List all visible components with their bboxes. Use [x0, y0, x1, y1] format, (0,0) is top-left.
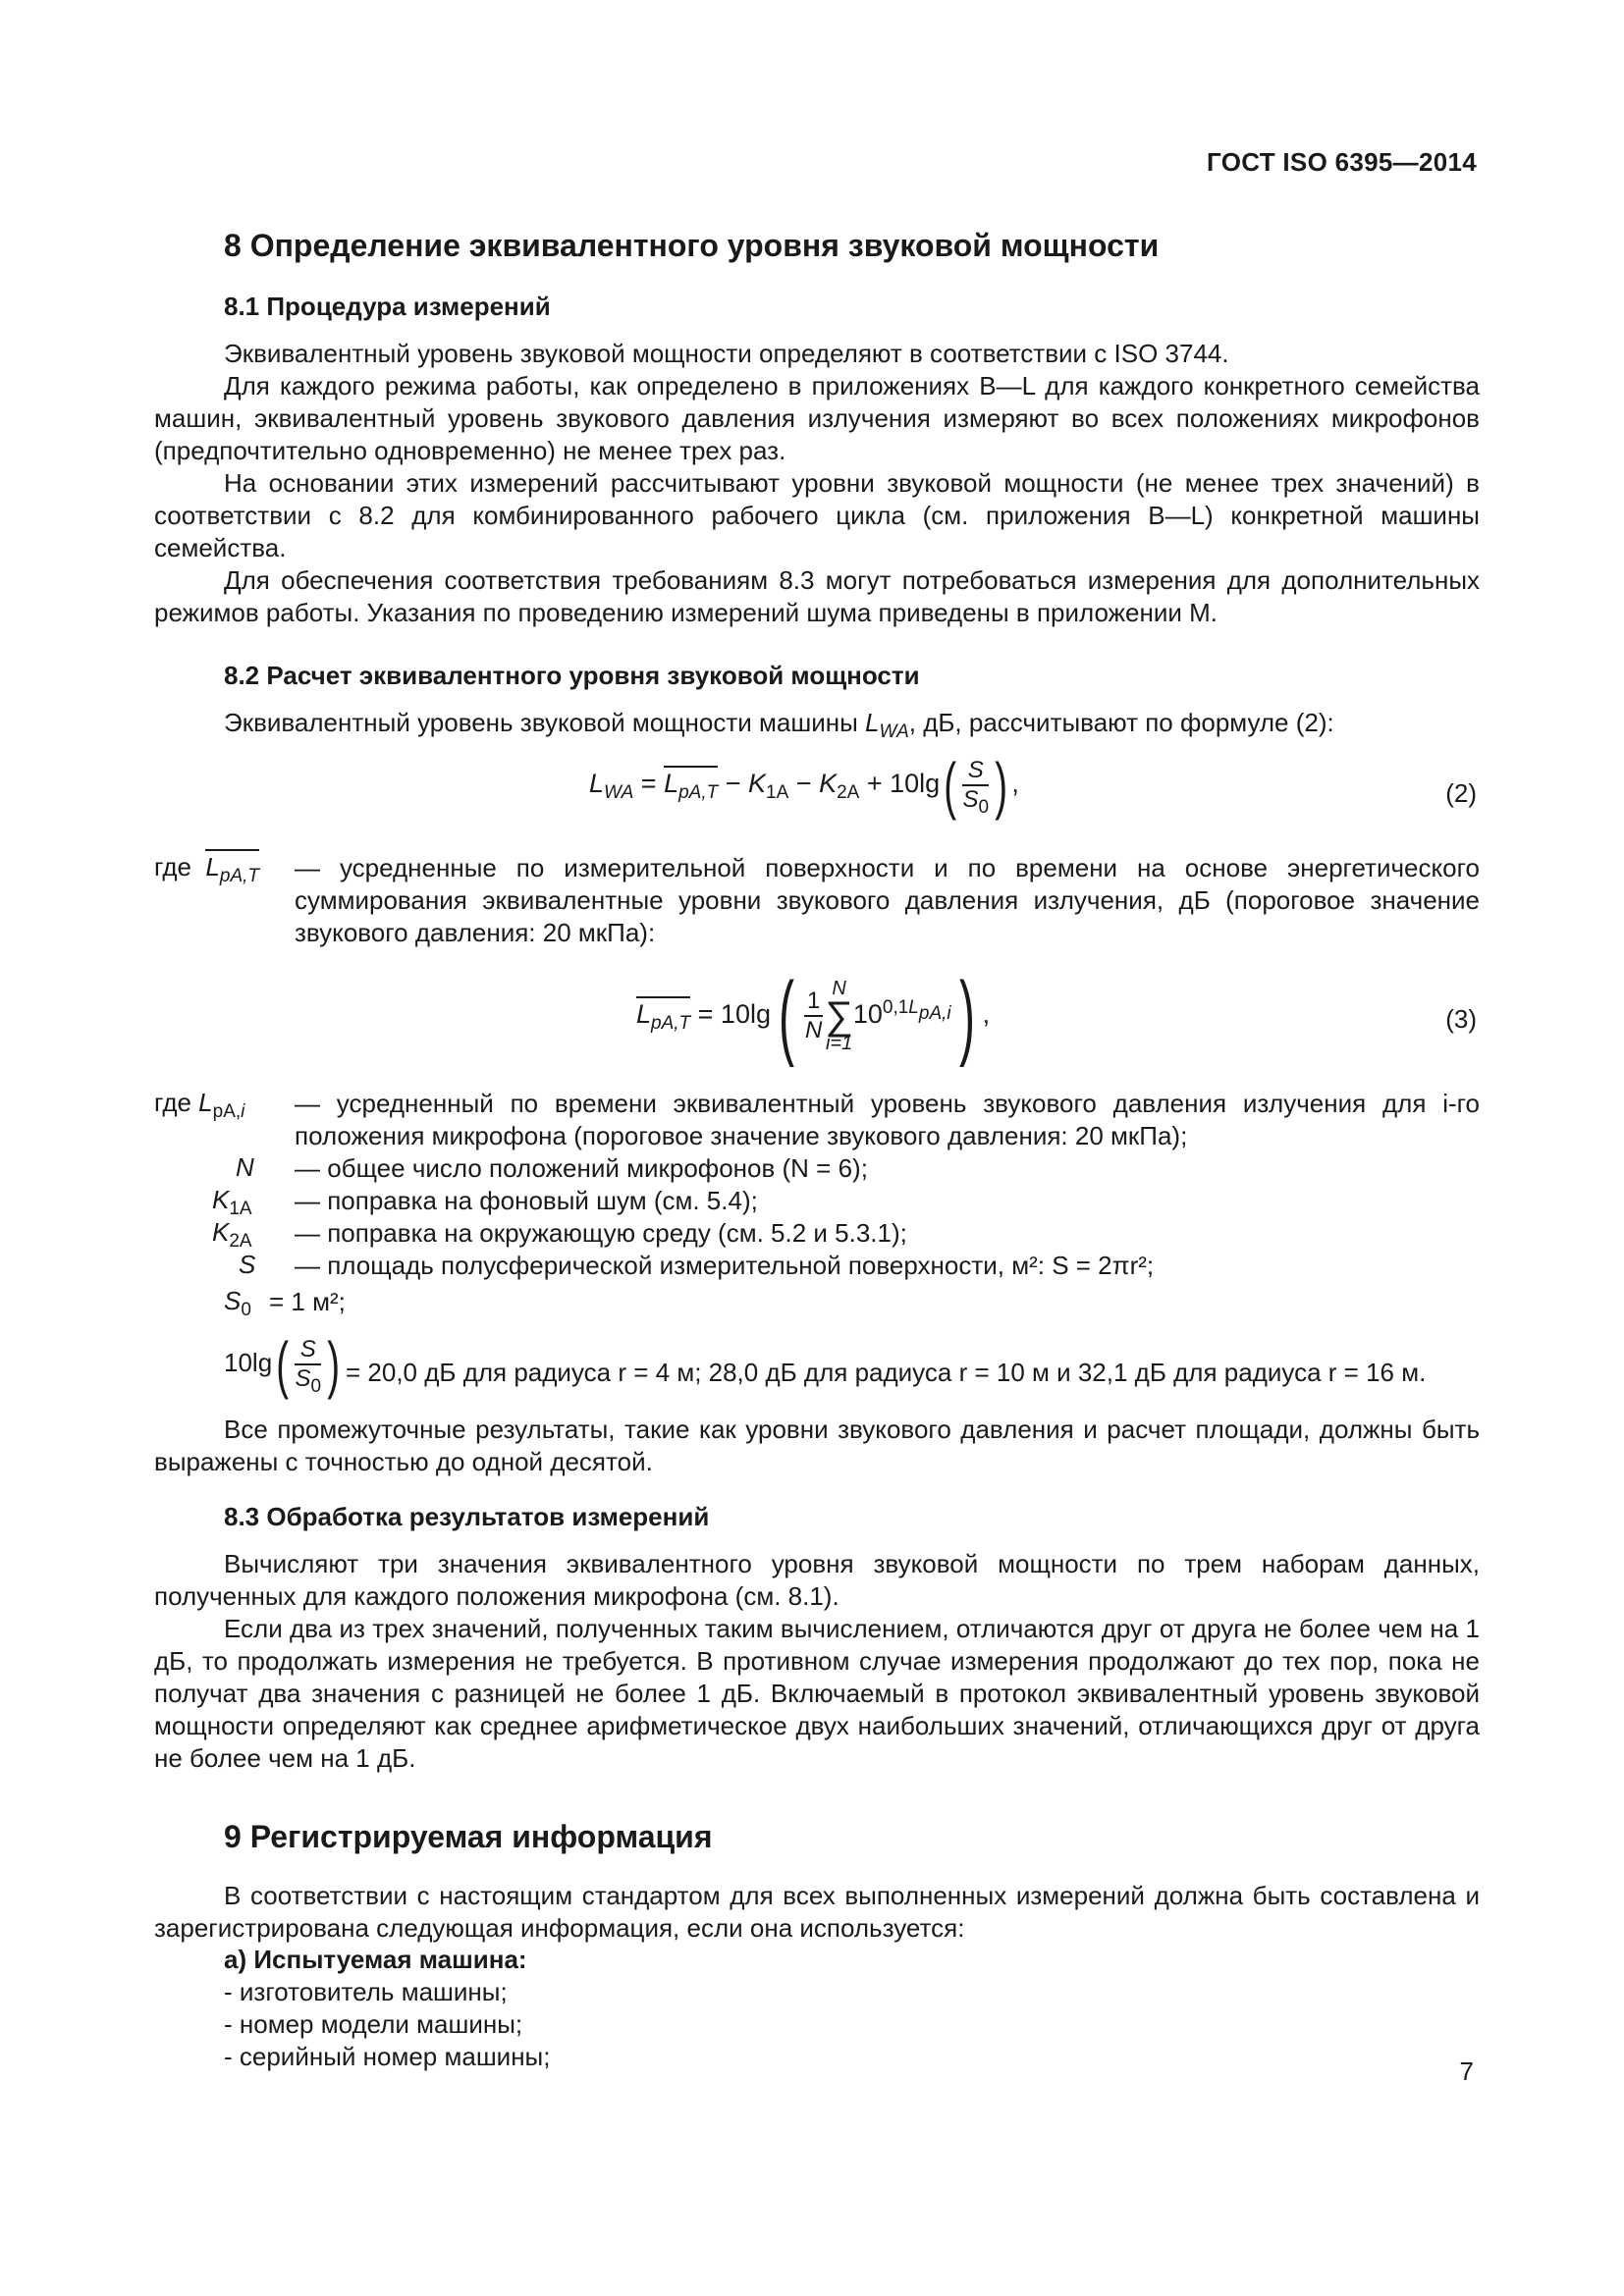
section-8-3-title: 8.3 Обработка результатов измерений — [224, 1502, 710, 1531]
paragraph: Для каждого режима работы, как определено в приложениях В—L для каждого конкретного семейства машин, эквивалентный уровень звукового давления излучения измеряют во всех положениях микрофонов (предпочтительно одновременно) не менее трех раз. — [154, 371, 1480, 465]
formula-2: $L_{WA} = L_{pA,T} - K_{1A} - K_{2A} + 10\lg$( $\frac{S}{S_0}$ ) , — [589, 750, 1019, 821]
paragraph: Эквивалентный уровень звуковой мощности определяют в соответствии с ISO 3744. — [224, 339, 1229, 368]
definition-N: — общее число положений микрофонов (N = 6); — [295, 1153, 868, 1183]
symbol-N: N — [236, 1152, 254, 1182]
section-9-body — [154, 1880, 1480, 1945]
section-8-2-intro: Эквивалентный уровень звуковой мощности машины $L_{WA}$, дБ, рассчитывают по формуле (2): — [224, 708, 1334, 742]
list-item: - серийный номер машины; — [224, 2042, 551, 2071]
section-8-title: 8 Определение эквивалентного уровня звуковой мощности — [224, 228, 1160, 263]
section-8-2-title: 8.2 Расчет эквивалентного уровня звуковой мощности — [224, 661, 920, 690]
symbol-K2A: $K_{2A}$ — [212, 1217, 252, 1252]
definition-K2A: — поправка на окружающую среду (см. 5.2 и 5.3.1); — [295, 1218, 907, 1248]
section-9-title: 9 Регистрируемая информация — [224, 1819, 713, 1854]
definition-S: — площадь полусферической измерительной поверхности, м²: S = 2πr²; — [295, 1251, 1155, 1280]
equation-number-2: (2) — [1445, 778, 1477, 808]
page-number: 7 — [1459, 2056, 1474, 2086]
paragraph: Вычисляют три значения эквивалентного уровня звуковой мощности по трем наборам данных, полученных для каждого положения микрофона (см. 8.1). — [154, 1549, 1480, 1611]
paragraph: Если два из трех значений, полученных таким вычислением, отличаются друг от друга не более чем на 1 дБ, то продолжать измерения не требуется. В противном случае измерения продолжают до тех пор, пока не получат два значения с разницей не более 1 дБ. Включаемый в протокол эквивалентный уровень звуковой мощности определяют как среднее арифметическое двух наибольших значений, отличающихся друг от друга не более чем на 1 дБ. — [154, 1614, 1480, 1773]
definition-S0: = 1 м²; — [269, 1287, 346, 1316]
where-label: где $L_{pA,T}$ — [154, 852, 259, 882]
list-item: - номер модели машины; — [224, 2009, 523, 2039]
list-item: - изготовитель машины; — [224, 1977, 508, 2006]
paragraph: На основании этих измерений рассчитывают уровни звуковой мощности (не менее трех значений) в соответствии с 8.2 для комбинированного рабочего цикла (см. приложения В—L) конкретной машины семейства. — [154, 468, 1480, 562]
definition-K1A: — поправка на фоновый шум (см. 5.4); — [295, 1186, 758, 1215]
formula-3: $L_{pA,T} = 10\lg$( $\frac{1}{N}$ N ∑ i=1 $10^{0,1L_{pA,i}}$) , — [636, 963, 991, 1068]
equation-number-3: (3) — [1445, 1004, 1477, 1034]
symbol-K1A: $K_{1A}$ — [212, 1185, 252, 1219]
section-8-1-body — [154, 338, 1480, 629]
symbol-S0: $S_0$ — [224, 1286, 251, 1320]
machine-info-list — [224, 1944, 550, 2073]
section-8-3-body — [154, 1548, 1480, 1775]
paragraph: В соответствии с настоящим стандартом для всех выполненных измерений должна быть составлена и зарегистрирована следующая информация, если она используется: — [154, 1881, 1480, 1943]
list-title: а) Испытуемая машина: — [224, 1945, 527, 1974]
rounding-paragraph: Все промежуточные результаты, такие как уровни звукового давления и расчет площади, должны быть выражены с точностью до одной десятой. — [154, 1415, 1480, 1476]
definition-LpAT: — усредненные по измерительной поверхности и по времени на основе энергетического суммирования эквивалентные уровни звукового давления излучения, дБ (пороговое значение звукового давления: 20 мкПа): — [295, 853, 1480, 947]
standard-header: ГОСТ ISO 6395—2014 — [1207, 147, 1477, 177]
symbol-S: S — [239, 1250, 256, 1279]
paragraph: Для обеспечения соответствия требованиям 8.3 могут потребоваться измерения для дополнительных режимов работы. Указания по проведению измерений шума приведены в приложении М. — [154, 565, 1480, 627]
definition-LpAi: — усредненный по времени эквивалентный уровень звукового давления излучения для i-го положения микрофона (пороговое значение звукового давления: 20 мкПа); — [295, 1089, 1480, 1150]
symbol-10lg: 10lg( $\frac{S}{S_0}$ ) — [224, 1329, 341, 1400]
symbol-LpAi: где $L_{pA,i}$ — [154, 1088, 245, 1122]
definition-10lg: = 20,0 дБ для радиуса r = 4 м; 28,0 дБ для радиуса r = 10 м и 32,1 дБ для радиуса r = 16 м. — [346, 1358, 1427, 1387]
section-8-1-title: 8.1 Процедура измерений — [224, 292, 551, 321]
